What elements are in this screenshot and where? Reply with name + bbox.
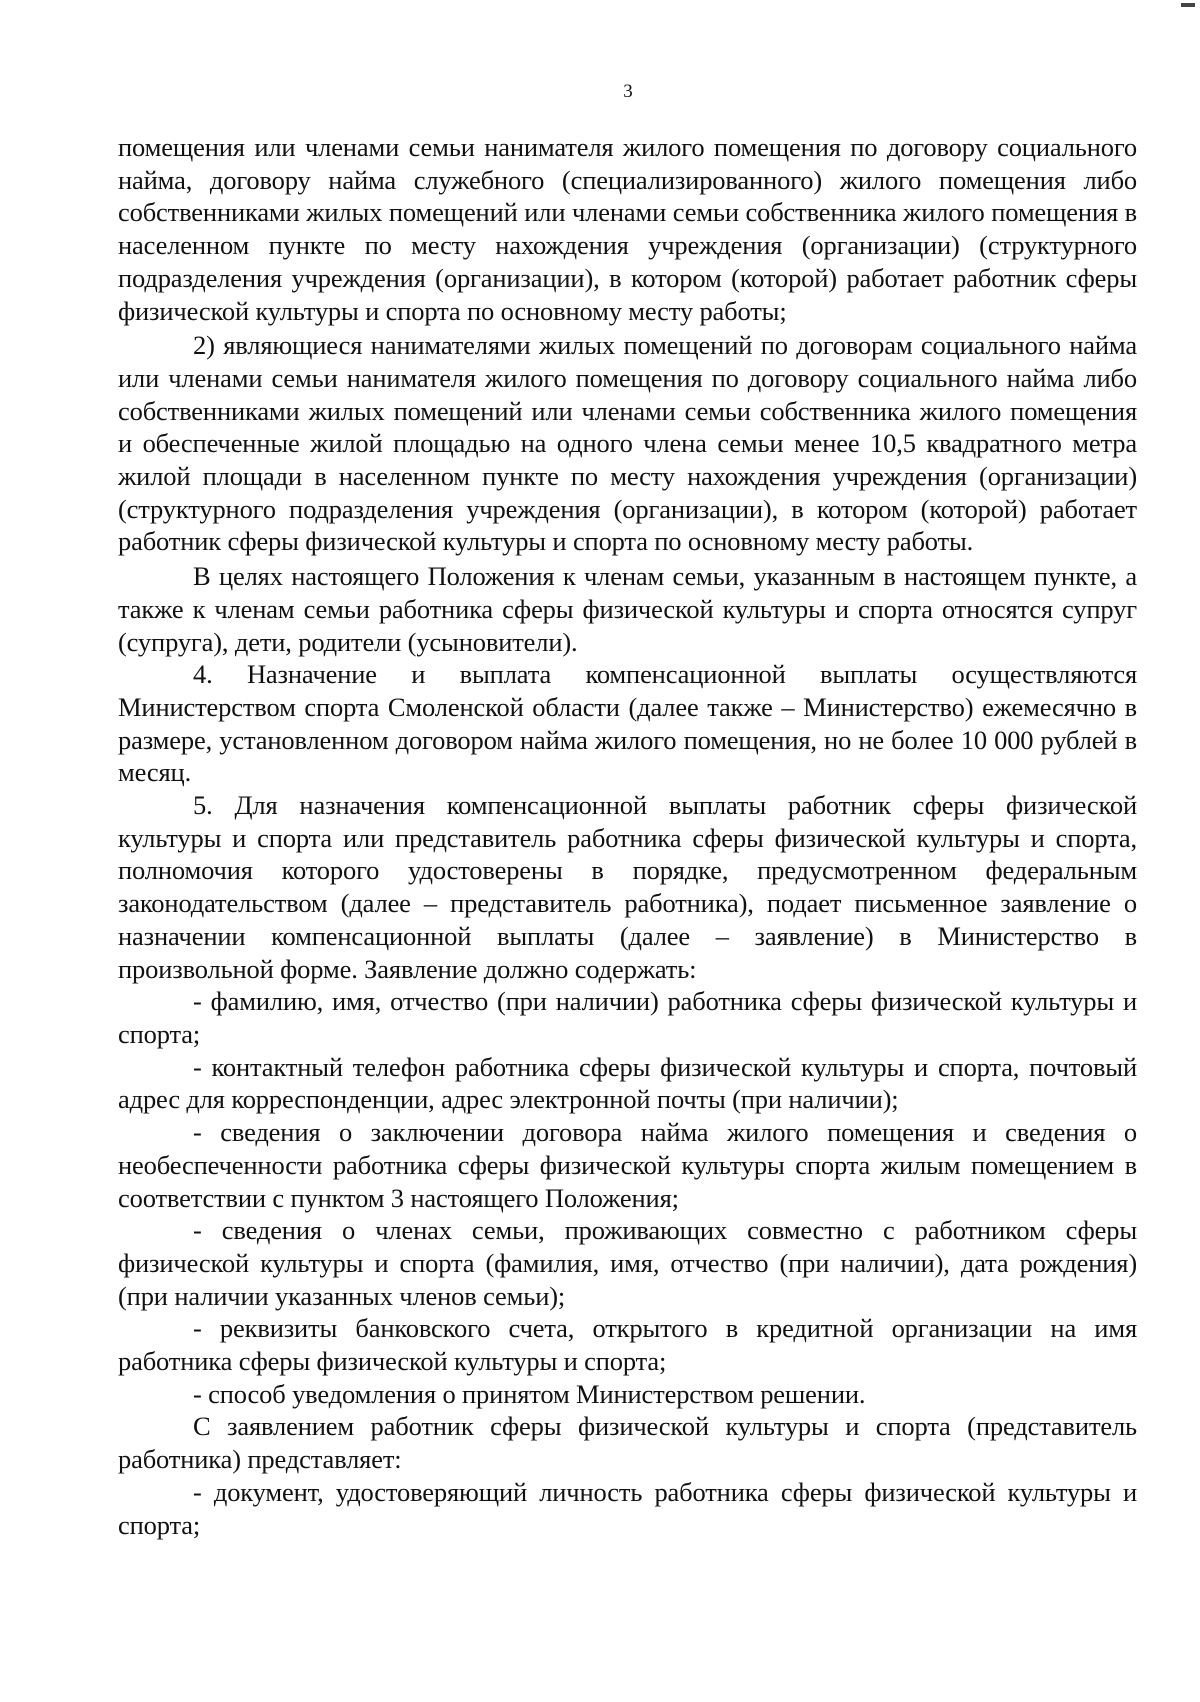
list-item-lease-info: - сведения о заключении договора найма жилого помещения и сведения о необеспеченности работника сферы физической культуры спорта жилым помещением в соответствии с пунктом 3 настоящего Положения;: [118, 1117, 1137, 1213]
list-item-bank-details: - реквизиты банковского счета, открытого в кредитной организации на имя работника сферы физической культуры и спорта;: [118, 1313, 1137, 1377]
list-item-family-members: - сведения о членах семьи, проживающих совместно с работником сферы физической культуры и спорта (фамилия, имя, отчество (при наличии), дата рождения) (при наличии указанных членов семьи);: [118, 1215, 1137, 1311]
list-item-contacts: - контактный телефон работника сферы физической культуры и спорта, почтовый адрес для корреспонденции, адрес электронной почты (при наличии);: [118, 1051, 1137, 1115]
paragraph-clause-5: 5. Для назначения компенсационной выплаты работник сферы физической культуры и спорта или представитель работника сферы физической культуры и спорта, полномочия которого удостоверены в порядке, предусмотренном федеральным законодательством (далее – представитель работника), подает письменное заявление о назначении компенсационной выплаты (далее – заявление) в Министерство в произвольной форме. Заявление должно содержать:: [118, 790, 1137, 984]
scan-corner-mark: [1181, 3, 1195, 7]
paragraph-item-2: 2) являющиеся нанимателями жилых помещений по договорам социального найма или членами семьи нанимателя жилого помещения по договору социального найма либо собственниками жилых помещений или членами семьи собственника жилого помещения и обеспеченные жилой площадью на одного члена семьи менее 10,5 квадратного метра жилой площади в населенном пункте по месту нахождения учреждения (организации) (структурного подразделения учреждения (организации), в котором (которой) работает работник сферы физической культуры и спорта по основному месту работы.: [118, 330, 1137, 557]
list-item-full-name: - фамилию, имя, отчество (при наличии) работника сферы физической культуры и спорта;: [118, 986, 1137, 1049]
page-number: 3: [623, 81, 633, 102]
paragraph-family-definition: В целях настоящего Положения к членам семьи, указанным в настоящем пункте, а также к членам семьи работника сферы физической культуры и спорта относятся супруг (супруга), дети, родители (усыновители).: [118, 561, 1137, 657]
paragraph-continuation: помещения или членами семьи нанимателя жилого помещения по договору социального найма, договору найма служебного (специализированного) жилого помещения либо собственниками жилых помещений или членами семьи собственника жилого помещения в населенном пункте по месту нахождения учреждения (организации) (структурного подразделения учреждения (организации), в котором (которой) работает работник сферы физической культуры и спорта по основному месту работы;: [118, 132, 1137, 326]
list-item-notification-method: - способ уведомления о принятом Министерством решении.: [193, 1378, 866, 1409]
paragraph-attachments-intro: С заявлением работник сферы физической культуры и спорта (представитель работника) представляет:: [118, 1411, 1137, 1475]
list-item-identity-document: - документ, удостоверяющий личность работника сферы физической культуры и спорта;: [118, 1476, 1137, 1540]
document-body: [118, 131, 1137, 1541]
paragraph-clause-4: 4. Назначение и выплата компенсационной выплаты осуществляются Министерством спорта Смоленской области (далее также – Министерство) ежемесячно в размере, установленном договором найма жилого помещения, но не более 10 000 рублей в месяц.: [118, 659, 1137, 788]
